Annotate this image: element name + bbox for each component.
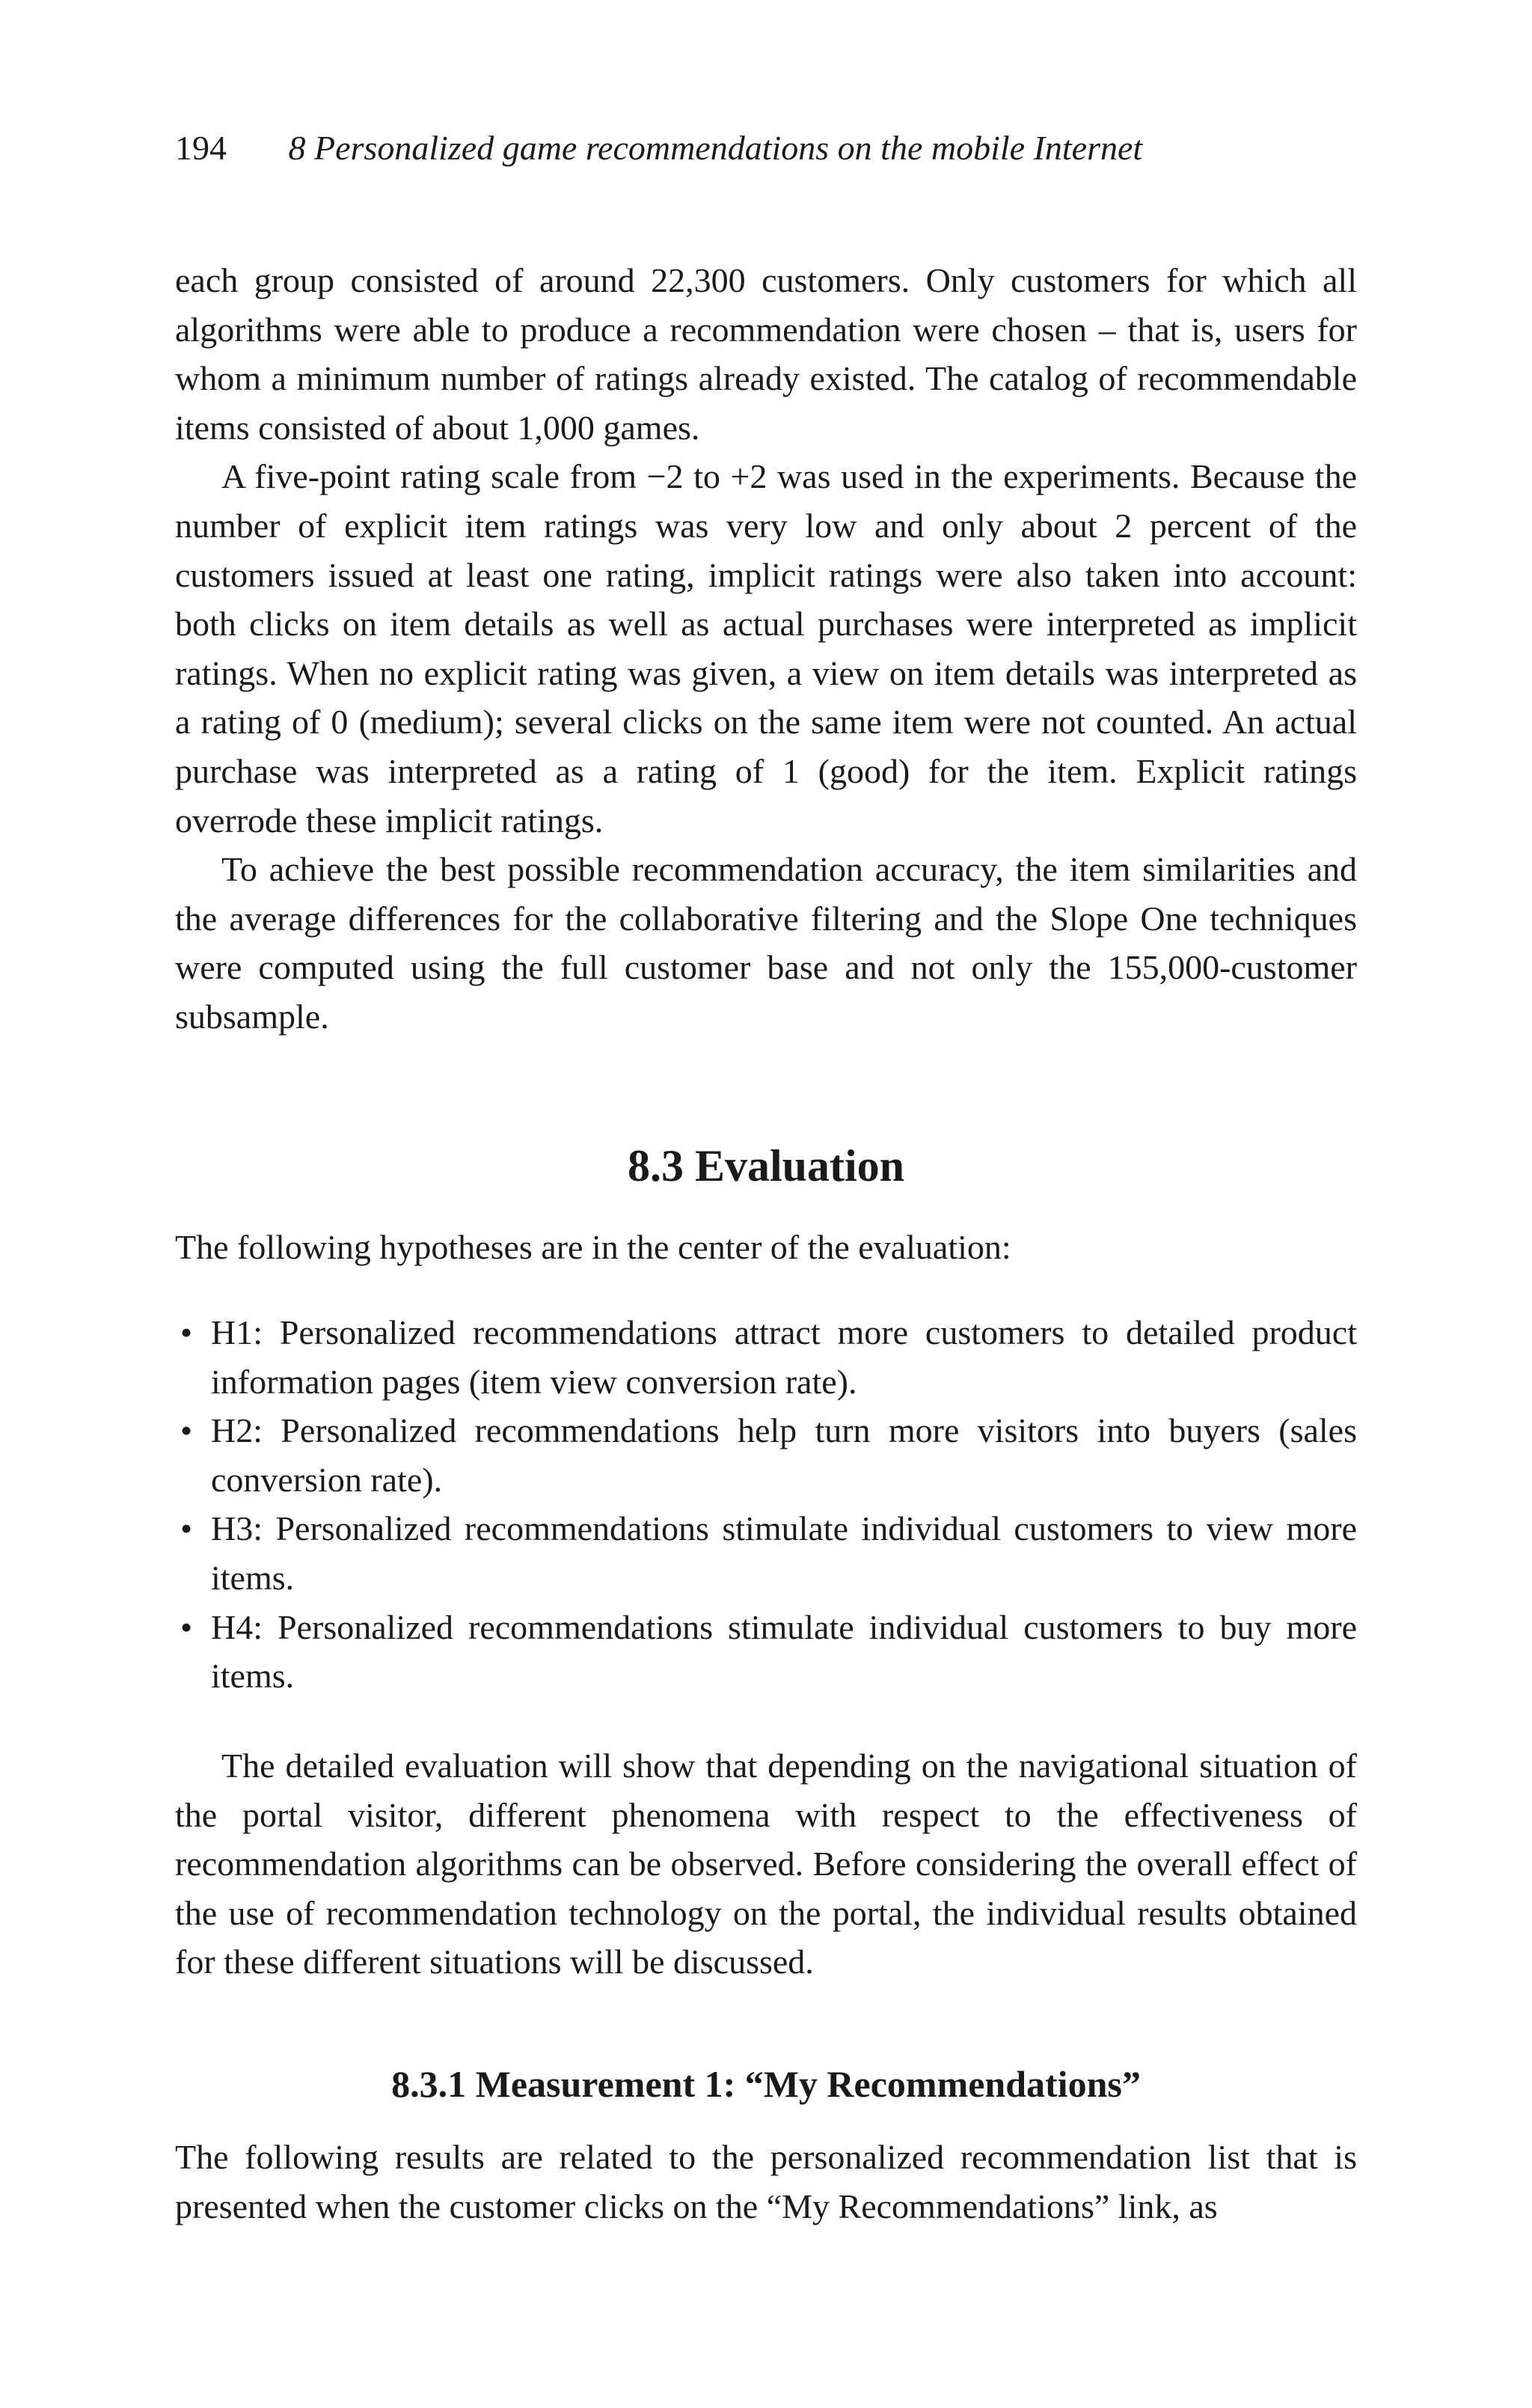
closing-block (175, 1741, 1357, 1987)
paragraph-continuation: each group consisted of around 22,300 customers. Only customers for which all algorithms were able to produce a recommendation were chosen – that is, users for whom a minimum number of ratings already existed. The catalog of recommendable items consisted of about 1,000 games. (175, 261, 1357, 447)
bullet: • (180, 1509, 193, 1548)
paragraph-my-recommendations: The following results are related to the personalized recommendation list that is presented when the customer clicks on the “My Recommendations” link, as (175, 2138, 1357, 2225)
bullet: • (180, 1607, 193, 1646)
section-intro-block (175, 1223, 1357, 1272)
section-heading: 8.3 Evaluation (627, 1141, 905, 1191)
list-item (175, 1406, 1357, 1504)
hypotheses-list (175, 1308, 1357, 1701)
list-item (175, 1603, 1357, 1701)
subsection-heading: 8.3.1 Measurement 1: “My Recommendations” (391, 2063, 1141, 2105)
subsection-heading-block (175, 2058, 1357, 2110)
hypothesis-text: H3: Personalized recommendations stimulate individual customers to view more items. (211, 1509, 1357, 1597)
section-heading-block (175, 1136, 1357, 1196)
hypotheses-block (175, 1308, 1357, 1701)
list-item (175, 1308, 1357, 1406)
top-paragraphs (175, 256, 1357, 1042)
bullet: • (180, 1411, 193, 1450)
hypothesis-text: H4: Personalized recommendations stimulate individual customers to buy more items. (211, 1607, 1357, 1696)
hypothesis-text: H2: Personalized recommendations help turn more visitors into buyers (sales conversion rate). (211, 1411, 1357, 1499)
paragraph-closing: The detailed evaluation will show that depending on the navigational situation of the portal visitor, different phenomena with respect to the effectiveness of recommendation algorithms can be observed. Before considering the overall effect of the use of recommendation technology on the portal, the individual results obtained for these different situations will be discussed. (175, 1747, 1357, 1981)
section-intro: The following hypotheses are in the center of the evaluation: (175, 1228, 1011, 1266)
subsection-paragraph-block (175, 2133, 1357, 2231)
paragraph-rating-scale: A five-point rating scale from −2 to +2 was used in the experiments. Because the number of explicit item ratings was very low and only about 2 percent of the customers issued at least one rating, implicit ratings were also taken into account: both clicks on item details as well as actual purchases were interpreted as implicit ratings. When no explicit rating was given, a view on item details was interpreted as a rating of 0 (medium); several clicks on the same item were not counted. An actual purchase was interpreted as a rating of 1 (good) for the item. Explicit ratings overrode these implicit ratings. (175, 457, 1357, 840)
list-item (175, 1504, 1357, 1602)
page-number: 194 (175, 129, 227, 167)
paragraph-accuracy: To achieve the best possible recommendation accuracy, the item similarities and the average differences for the collaborative filtering and the Slope One techniques were computed using the full customer base and not only the 155,000-customer subsample. (175, 850, 1357, 1036)
bullet: • (180, 1313, 193, 1351)
chapter-title: 8 Personalized game recommendations on the mobile Internet (288, 129, 1143, 167)
hypothesis-text: H1: Personalized recommendations attract more customers to detailed product information pages (item view conversion rate). (211, 1313, 1357, 1401)
running-head (175, 126, 1357, 171)
